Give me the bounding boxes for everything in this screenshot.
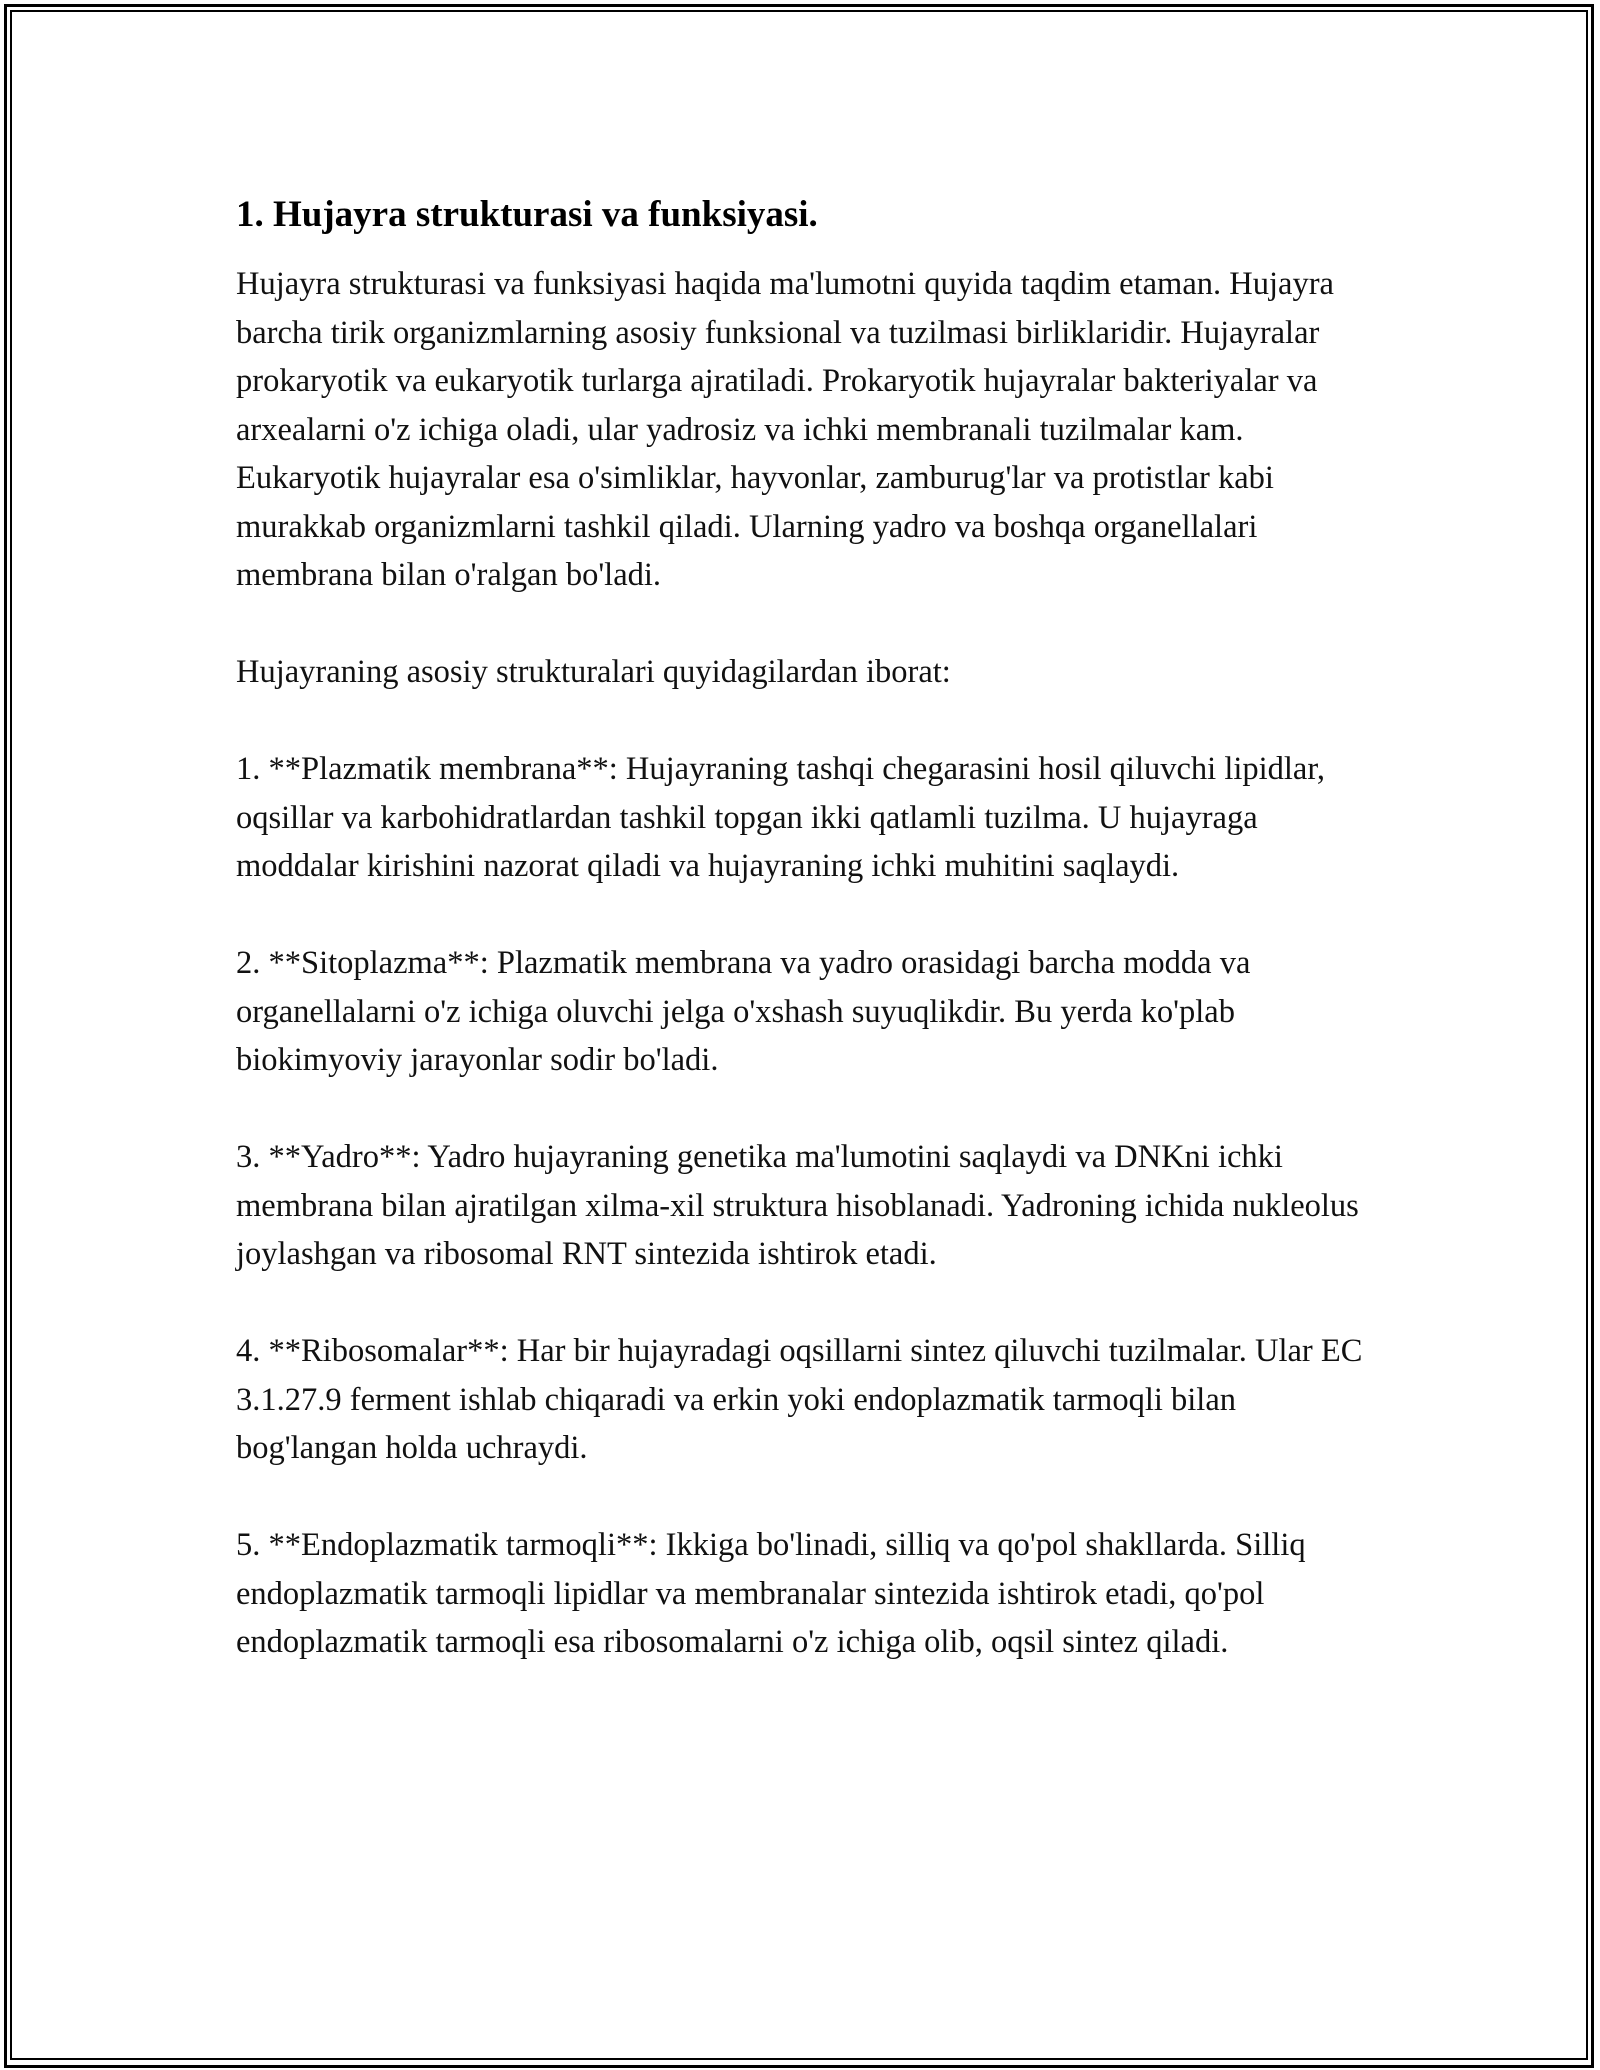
- document-title: 1. Hujayra strukturasi va funksiyasi.: [236, 194, 818, 235]
- structures-lead-paragraph: Hujayraning asosiy strukturalari quyidagilardan iborat:: [236, 654, 951, 690]
- intro-paragraph: Hujayra strukturasi va funksiyasi haqida ma'lumotni quyida taqdim etaman. Hujayra barcha tirik organizmlarning asosiy funksional va tuzilmasi birliklaridir. Hujayralar prokaryotik va eukaryotik turlarga ajratiladi. Prokaryotik hujayralar bakteriyalar va arxealarni o'z ichiga oladi, ular yadrosiz va ichki membranali tuzilmalar kam. Eukaryotik hujayralar esa o'simliklar, hayvonlar, zamburug'lar va protistlar kabi murakkab organizmlarni tashkil qiladi. Ularning yadro va boshqa organellalari membrana bilan o'ralgan bo'ladi.: [236, 266, 1334, 593]
- list-item-cytoplasm: 2. **Sitoplazma**: Plazmatik membrana va yadro orasidagi barcha modda va organellalarni o'z ichiga oluvchi jelga o'xshash suyuqlikdir. Bu yerda ko'plab biokimyoviy jarayonlar sodir bo'ladi.: [236, 945, 1251, 1078]
- list-item-plasma-membrane: 1. **Plazmatik membrana**: Hujayraning tashqi chegarasini hosil qiluvchi lipidlar, oqsillar va karbohidratlardan tashkil topgan ikki qatlamli tuzilma. U hujayraga moddalar kirishini nazorat qiladi va hujayraning ichki muhitini saqlaydi.: [236, 751, 1326, 884]
- list-item-ribosomes: 4. **Ribosomalar**: Har bir hujayradagi oqsillarni sintez qiluvchi tuzilmalar. Ular EC 3.1.27.9 ferment ishlab chiqaradi va erkin yoki endoplazmatik tarmoqli bilan bog'langan holda uchraydi.: [236, 1333, 1363, 1466]
- document-body: [236, 190, 1366, 1715]
- list-item-nucleus: 3. **Yadro**: Yadro hujayraning genetika ma'lumotini saqlaydi va DNKni ichki membrana bilan ajratilgan xilma-xil struktura hisoblanadi. Yadroning ichida nukleolus joylashgan va ribosomal RNT sintezida ishtirok etadi.: [236, 1139, 1359, 1272]
- list-item-endoplasmic-reticulum: 5. **Endoplazmatik tarmoqli**: Ikkiga bo'linadi, silliq va qo'pol shakllarda. Silliq endoplazmatik tarmoqli lipidlar va membranalar sintezida ishtirok etadi, qo'pol endoplazmatik tarmoqli esa ribosomalarni o'z ichiga olib, oqsil sintez qiladi.: [236, 1527, 1306, 1660]
